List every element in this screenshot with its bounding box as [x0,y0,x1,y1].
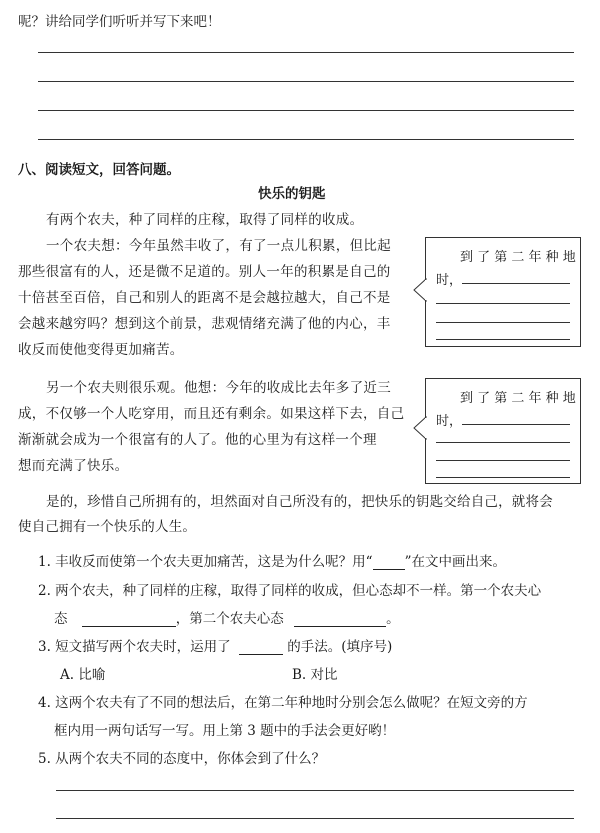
underline-sample [373,555,405,570]
paragraph-line: 成，不仅够一个人吃穿用，而且还有剩余。如果这样下去，自己 [18,406,405,422]
box-blank[interactable] [436,303,570,304]
answer-box-2[interactable] [425,378,581,484]
paragraph-line: 使自己拥有一个快乐的人生。 [18,519,197,535]
box-blank[interactable] [436,442,570,443]
answer-line-2[interactable] [38,81,574,82]
paragraph-line: 想而充满了快乐。 [18,458,129,474]
answer-line-4[interactable] [38,139,574,140]
paragraph-line: 收反而使他变得更加痛苦。 [18,342,184,358]
box-blank[interactable] [436,460,570,461]
question-text: 。 [386,611,400,627]
answer-line-5[interactable] [56,790,574,791]
paragraph-line: 是的，珍惜自己所拥有的，坦然面对自己所没有的，把快乐的钥匙交给自己，就将会 [46,494,553,510]
section-heading: 八、阅读短文，回答问题。 [18,162,180,178]
answer-blank[interactable] [82,612,176,627]
box-blank[interactable] [462,424,570,425]
paragraph-1 [18,233,408,363]
box-pointer-1 [413,278,427,302]
question-text: ，第二个农夫心态 [175,611,284,627]
question-2-line2 [54,607,400,627]
box-prompt-prefix: 时， [436,414,463,429]
box-blank[interactable] [436,477,570,478]
question-text: 1. 丰收反而使第一个农夫更加痛苦，这是为什么呢？用“ [38,554,373,570]
question-text: ”在文中画出来。 [404,554,506,570]
option-a[interactable]: A. 比喻 [60,667,106,683]
paragraph-2 [18,375,408,479]
question-4-line1: 4. 这两个农夫有了不同的想法后，在第二年种地时分别会怎么做呢？在短文旁的方 [38,695,528,711]
article-intro: 有两个农夫，种了同样的庄稼，取得了同样的收成。 [46,212,364,228]
question-3 [38,635,392,655]
box-prompt: 到 了 第 二 年 种 地 [460,391,576,406]
paragraph-line: 那些很富有的人，还是微不足道的。别人一年的积累是自己的 [18,264,391,280]
paragraph-line: 渐渐就会成为一个很富有的人了。他的心里为有这样一个理 [18,432,377,448]
question-4-line2: 框内用一两句话写一写。用上第 3 题中的手法会更好哟！ [54,723,396,739]
paragraph-line: 会越来越穷吗？想到这个前景，悲观情绪充满了他的内心，丰 [18,316,391,332]
option-b[interactable]: B. 对比 [292,667,338,683]
answer-line-3[interactable] [38,110,574,111]
question-2-line1: 2. 两个农夫，种了同样的庄稼，取得了同样的收成，但心态却不一样。第一个农夫心 [38,583,542,599]
answer-blank[interactable] [239,640,283,655]
question-text: 3. 短文描写两个农夫时，运用了 [38,639,231,655]
answer-blank[interactable] [294,612,386,627]
question-text: 的手法。(填序号) [287,639,393,655]
question-1 [38,550,506,570]
conclusion [18,490,553,540]
question-text: 态 [54,611,68,627]
box-blank[interactable] [436,322,570,323]
question-5: 5. 从两个农夫不同的态度中，你体会到了什么？ [38,751,326,767]
answer-line-1[interactable] [38,52,574,53]
box-prompt-prefix: 时， [436,273,463,288]
box-pointer-2 [413,416,427,440]
box-prompt: 到 了 第 二 年 种 地 [460,250,576,265]
paragraph-line: 另一个农夫则很乐观。他想：今年的收成比去年多了近三 [46,380,391,396]
paragraph-line: 一个农夫想：今年虽然丰收了，有了一点儿积累，但比起 [46,238,391,254]
answer-box-1[interactable] [425,237,581,347]
top-line: 呢？讲给同学们听听并写下来吧！ [18,14,221,30]
box-blank[interactable] [462,283,570,284]
paragraph-line: 十倍甚至百倍，自己和别人的距离不是会越拉越大，自己不是 [18,290,391,306]
article-title: 快乐的钥匙 [258,186,326,202]
box-blank[interactable] [436,339,570,340]
answer-line-6[interactable] [56,818,574,819]
